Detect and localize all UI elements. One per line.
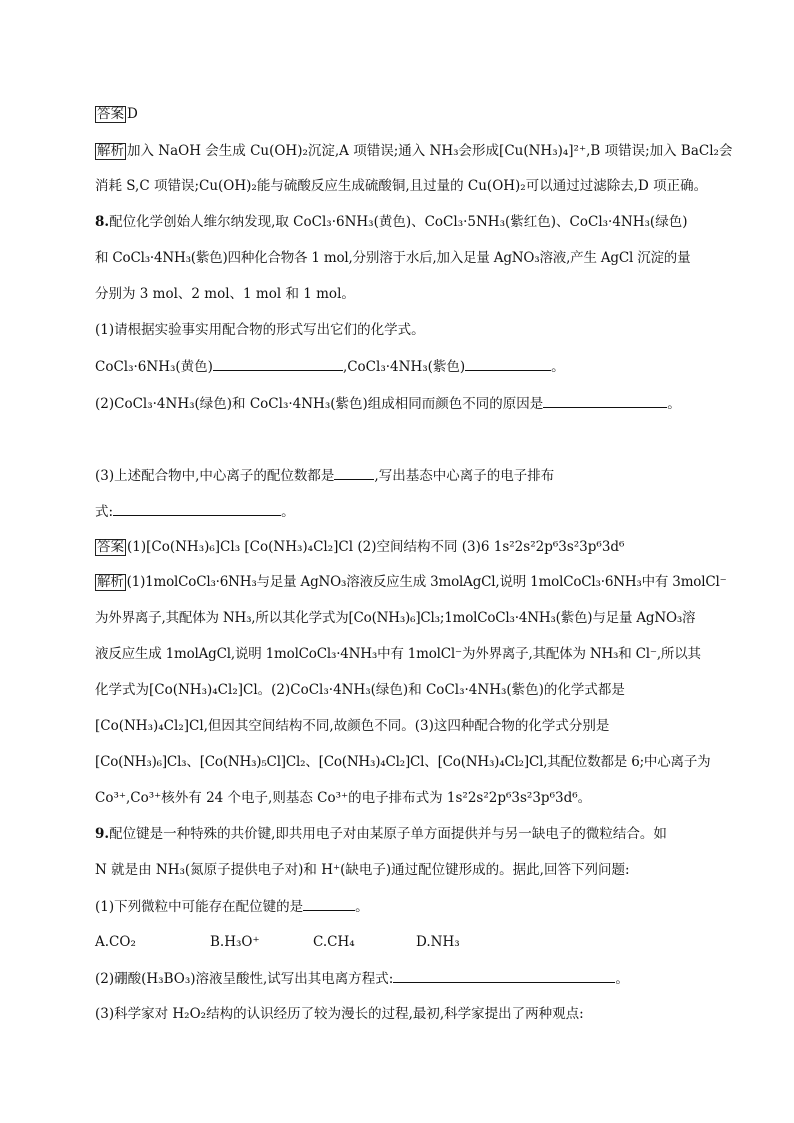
q9-sub1-period: 。	[355, 899, 369, 915]
q9-sub3-line	[95, 1004, 724, 1024]
q9-stem-text-2: N 就是由 NH₃(氮原子提供电子对)和 H⁺(缺电子)通过配位键形成的。据此,回答下列问题:	[95, 862, 630, 878]
q9-sub2-blank[interactable]	[393, 968, 615, 983]
q8-sub1-b-label: ,CoCl₃·4NH₃(紫色)	[342, 359, 466, 375]
q8-answer-text: (1)[Co(NH₃)₆]Cl₃ [Co(NH₃)₄Cl₂]Cl (2)空间结构不同 (3)6 1s²2s²2p⁶3s²3p⁶3d⁶	[127, 539, 625, 555]
q8-analysis-line-1	[95, 572, 727, 592]
answer-tag: 答案	[97, 539, 124, 555]
q9-sub2-text: (2)硼酸(H₃BO₃)溶液呈酸性,试写出其电离方程式:	[95, 971, 394, 987]
q8-stem-text-2: 和 CoCl₃·4NH₃(紫色)四种化合物各 1 mol,分别溶于水后,加入足量 AgNO₃溶液,产生 AgCl 沉淀的量	[95, 250, 691, 266]
q8-analysis-text-5: [Co(NH₃)₄Cl₂]Cl,但因其空间结构不同,故颜色不同。(3)这四种配合物的化学式分别是	[95, 718, 610, 734]
q9-options-line	[95, 932, 724, 952]
q8-sub1-a-blank[interactable]	[213, 356, 343, 371]
q7-analysis-line-1	[95, 141, 733, 161]
q8-sub1-blanks-line	[95, 356, 724, 377]
q8-sub3-text-1b: ,写出基态中心离子的电子排布	[374, 468, 555, 484]
q8-analysis-line-7	[95, 788, 724, 808]
q8-answer-line	[95, 537, 724, 557]
q7-analysis-text-1: 加入 NaOH 会生成 Cu(OH)₂沉淀,A 项错误;通入 NH₃会形成[Cu(NH₃)₄]²⁺,B 项错误;加入 BaCl₂会	[127, 143, 733, 159]
answer-tag: 答案	[97, 106, 124, 122]
analysis-tag: 解析	[97, 143, 124, 159]
q8-analysis-text-7: Co³⁺,Co³⁺核外有 24 个电子,则基态 Co³⁺的电子排布式为 1s²2s²2p⁶3s²3p⁶3d⁶。	[95, 790, 592, 806]
q8-analysis-line-6	[95, 752, 724, 772]
q8-sub3-coord-blank[interactable]	[334, 465, 374, 480]
q8-analysis-text-3: 液反应生成 1molAgCl,说明 1molCoCl₃·4NH₃中有 1molCl⁻为外界离子,其配体为 NH₃和 Cl⁻,所以其	[95, 646, 701, 662]
q8-sub2-text: (2)CoCl₃·4NH₃(绿色)和 CoCl₃·4NH₃(紫色)组成相同而颜色不同的原因是	[95, 396, 544, 412]
q8-sub1-line	[95, 320, 724, 340]
q7-analysis-text-2: 消耗 S,C 项错误;Cu(OH)₂能与硫酸反应生成硫酸铜,且过量的 Cu(OH)₂可以通过过滤除去,D 项正确。	[95, 178, 708, 194]
q8-analysis-text-4: 化学式为[Co(NH₃)₄Cl₂]Cl。(2)CoCl₃·4NH₃(绿色)和 CoCl₃·4NH₃(紫色)的化学式都是	[95, 682, 625, 698]
analysis-tag: 解析	[97, 574, 124, 590]
q8-sub1-a-label: CoCl₃·6NH₃(黄色)	[95, 359, 213, 375]
q8-stem-line-1	[95, 212, 724, 232]
q8-sub2-blank[interactable]	[543, 393, 667, 408]
q8-analysis-text-2: 为外界离子,其配体为 NH₃,所以其化学式为[Co(NH₃)₆]Cl₃;1molCoCl₃·4NH₃(紫色)与足量 AgNO₃溶	[95, 610, 696, 626]
q9-stem-line-1	[95, 824, 724, 844]
q9-stem-text-1: 配位键是一种特殊的共价键,即共用电子对由某原子单方面提供并与另一缺电子的微粒结合。如	[109, 826, 667, 842]
q9-stem-line-2	[95, 860, 724, 880]
q8-stem-text-3: 分别为 3 mol、2 mol、1 mol 和 1 mol。	[95, 286, 355, 302]
q8-sub2-period: 。	[667, 396, 681, 412]
q8-sub1-period: 。	[551, 359, 565, 375]
q8-sub3-text-2: 式:	[95, 504, 114, 520]
q8-sub2-line	[95, 393, 724, 414]
q9-sub2-period: 。	[615, 971, 629, 987]
q8-analysis-line-4	[95, 680, 724, 700]
q7-answer-line	[95, 104, 724, 124]
q8-stem-line-2	[95, 248, 724, 268]
q9-sub1-blank[interactable]	[303, 896, 355, 911]
q8-sub1-b-blank[interactable]	[465, 356, 551, 371]
q7-answer: D	[127, 106, 138, 122]
q8-sub3-config-blank[interactable]	[113, 501, 281, 516]
q9-option-c[interactable]: C.CH₄	[313, 934, 355, 950]
q8-number: 8.	[95, 214, 110, 230]
q8-analysis-text-1: (1)1molCoCl₃·6NH₃与足量 AgNO₃溶液反应生成 3molAgCl,说明 1molCoCl₃·6NH₃中有 3molCl⁻	[126, 574, 727, 590]
q9-option-a[interactable]: A.CO₂	[95, 934, 136, 950]
q8-analysis-line-2	[95, 608, 724, 628]
q8-sub1-text: (1)请根据实验事实用配合物的形式写出它们的化学式。	[95, 322, 425, 338]
q9-number: 9.	[95, 826, 110, 842]
q8-stem-text-1: 配位化学创始人维尔纳发现,取 CoCl₃·6NH₃(黄色)、CoCl₃·5NH₃(紫红色)、CoCl₃·4NH₃(绿色)	[109, 214, 688, 230]
q7-analysis-line-2	[95, 176, 724, 196]
q8-sub3-text-1a: (3)上述配合物中,中心离子的配位数都是	[95, 468, 335, 484]
q9-option-b[interactable]: B.H₃O⁺	[210, 934, 260, 950]
q8-analysis-line-5	[95, 716, 724, 736]
q8-stem-line-3	[95, 284, 724, 304]
q9-sub1-text: (1)下列微粒中可能存在配位键的是	[95, 899, 304, 915]
q8-sub3-period: 。	[281, 504, 295, 520]
q9-sub2-line	[95, 968, 724, 989]
q8-sub3-line-2	[95, 501, 724, 522]
q9-option-d[interactable]: D.NH₃	[416, 934, 460, 950]
q9-sub1-line	[95, 896, 724, 917]
q8-analysis-line-3	[95, 644, 724, 664]
q8-analysis-text-6: [Co(NH₃)₆]Cl₃、[Co(NH₃)₅Cl]Cl₂、[Co(NH₃)₄Cl₂]Cl、[Co(NH₃)₄Cl₂]Cl,其配位数都是 6;中心离子为	[95, 754, 711, 770]
q9-sub3-text: (3)科学家对 H₂O₂结构的认识经历了较为漫长的过程,最初,科学家提出了两种观点:	[95, 1006, 584, 1022]
q8-sub3-line-1	[95, 465, 724, 486]
